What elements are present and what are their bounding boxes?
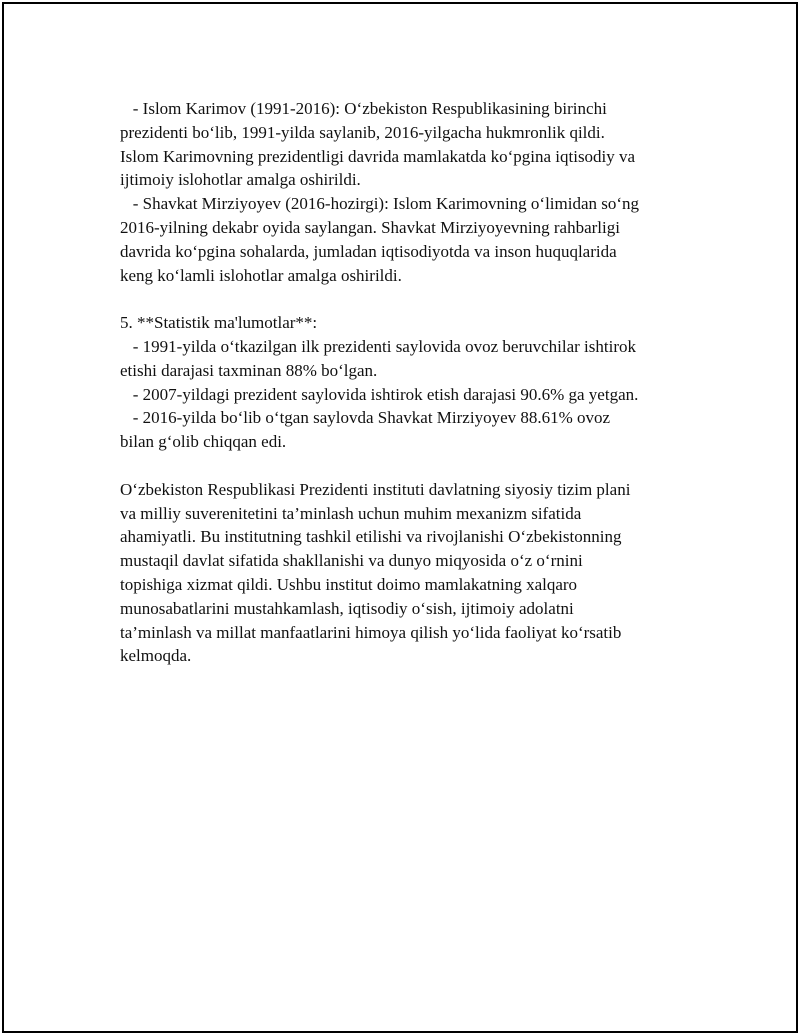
- stat-item-2007: [120, 383, 700, 407]
- paragraph-mirziyoyev: [120, 192, 700, 287]
- text-line: ta’minlash va millat manfaatlarini himoya qilish yo‘lida faoliyat ko‘rsatib: [120, 622, 622, 642]
- text-line: - Islom Karimov (1991-2016): O‘zbekiston Respublikasining birinchi: [120, 99, 607, 118]
- text-line: davrida ko‘pgina sohalarda, jumladan iqtisodiyotda va inson huquqlarida: [120, 241, 617, 261]
- text-line: bilan g‘olib chiqqan edi.: [120, 432, 287, 452]
- text-line: munosabatlarini mustahkamlash, iqtisodiy o‘sish, ijtimoiy adolatni: [120, 598, 574, 618]
- text-line: Islom Karimovning prezidentligi davrida mamlakatda ko‘pgina iqtisodiy va: [120, 146, 636, 166]
- stat-item-1991: [120, 335, 700, 383]
- text-line: 2016-yilning dekabr oyida saylangan. Shavkat Mirziyoyevning rahbarligi: [120, 217, 620, 237]
- text-line: ijtimoiy islohotlar amalga oshirildi.: [120, 170, 361, 190]
- paragraph-gap: [120, 454, 700, 478]
- text-line: - 2016-yilda bo‘lib o‘tgan saylovda Shavkat Mirziyoyev 88.61% ovoz: [120, 408, 611, 428]
- text-line: kelmoqda.: [120, 646, 192, 666]
- paragraph-conclusion: [120, 478, 700, 668]
- text-line: - 1991-yilda o‘tkazilgan ilk prezidenti saylovida ovoz beruvchilar ishtirok: [120, 336, 636, 356]
- text-line: topishiga xizmat qildi. Ushbu institut doimo mamlakatning xalqaro: [120, 574, 578, 594]
- text-line: mustaqil davlat sifatida shakllanishi va dunyo miqyosida o‘z o‘rnini: [120, 551, 583, 571]
- text-line: - 2007-yildagi prezident saylovida ishtirok etish darajasi 90.6% ga yetgan.: [120, 384, 639, 404]
- paragraph-gap: [120, 287, 700, 311]
- document-body: [120, 97, 700, 668]
- text-line: - Shavkat Mirziyoyev (2016-hozirgi): Islom Karimovning o‘limidan so‘ng: [120, 194, 640, 214]
- text-line: O‘zbekiston Respublikasi Prezidenti instituti davlatning siyosiy tizim plani: [120, 479, 631, 499]
- text-line: prezidenti bo‘lib, 1991-yilda saylanib, 2016-yilgacha hukmronlik qildi.: [120, 122, 605, 142]
- section-heading-statistics: 5. **Statistik ma'lumotlar**:: [120, 313, 318, 333]
- text-line: va milliy suverenitetini ta’minlash uchun muhim mexanizm sifatida: [120, 503, 582, 523]
- document-page: [2, 2, 798, 1033]
- text-line: ahamiyatli. Bu institutning tashkil etilishi va rivojlanishi O‘zbekistonning: [120, 527, 622, 547]
- text-line: keng ko‘lamli islohotlar amalga oshirildi.: [120, 265, 402, 285]
- text-line: etishi darajasi taxminan 88% bo‘lgan.: [120, 360, 378, 380]
- stat-item-2016: [120, 406, 700, 454]
- paragraph-karimov: [120, 97, 700, 192]
